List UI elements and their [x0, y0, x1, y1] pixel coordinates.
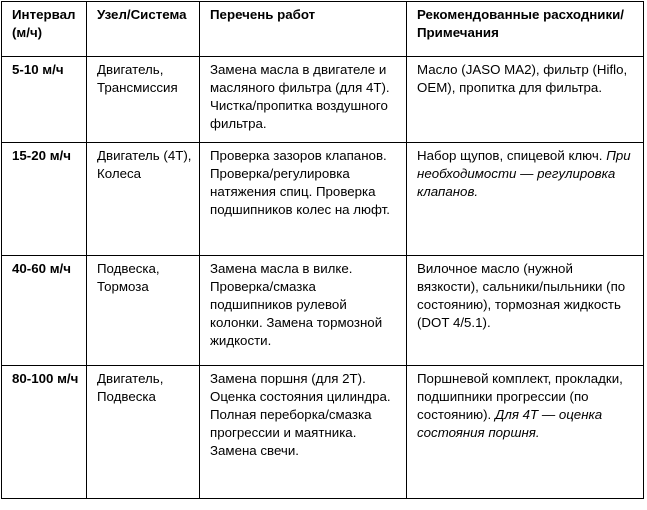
header-system: Узел/Система — [87, 2, 200, 57]
consumables-text: Набор щупов, спицевой ключ. — [417, 148, 603, 163]
consumables-note: При необходимости — регулировка клапанов. — [417, 148, 631, 199]
cell-consumables — [407, 256, 644, 366]
consumables-text: Вилочное масло (нужной вязкости), сальники/пыльники (по состоянию), тормозная жидкость (DOT 4/5.1). — [417, 261, 626, 330]
maintenance-schedule-table — [1, 1, 644, 499]
cell-works: Замена масла в двигателе и масляного фильтра (для 4Т). Чистка/пропитка воздушного фильтра. — [200, 57, 407, 143]
cell-system: Подвеска, Тормоза — [87, 256, 200, 366]
cell-interval: 5-10 м/ч — [2, 57, 87, 143]
cell-interval: 40-60 м/ч — [2, 256, 87, 366]
consumables-text: Поршневой комплект, прокладки, подшипники прогрессии (по состоянию). — [417, 371, 623, 422]
cell-system: Двигатель, Трансмиссия — [87, 57, 200, 143]
table-row — [2, 366, 644, 499]
cell-works: Замена поршня (для 2Т). Оценка состояния цилиндра. Полная переборка/смазка прогрессии и маятника. Замена свечи. — [200, 366, 407, 499]
table-row — [2, 143, 644, 256]
header-consumables: Рекомендованные расходники/Примечания — [407, 2, 644, 57]
table-row — [2, 57, 644, 143]
consumables-text: Масло (JASO MA2), фильтр (Hiflo, OEM), пропитка для фильтра. — [417, 62, 628, 95]
table-row — [2, 256, 644, 366]
cell-consumables — [407, 57, 644, 143]
cell-consumables — [407, 143, 644, 256]
cell-works: Проверка зазоров клапанов. Проверка/регулировка натяжения спиц. Проверка подшипников колес на люфт. — [200, 143, 407, 256]
cell-interval: 15-20 м/ч — [2, 143, 87, 256]
cell-consumables — [407, 366, 644, 499]
cell-works: Замена масла в вилке. Проверка/смазка подшипников рулевой колонки. Замена тормозной жидкости. — [200, 256, 407, 366]
header-works: Перечень работ — [200, 2, 407, 57]
cell-system: Двигатель, Подвеска — [87, 366, 200, 499]
consumables-note: Для 4Т — оценка состояния поршня. — [417, 407, 603, 440]
header-row — [2, 2, 644, 57]
cell-system: Двигатель (4Т), Колеса — [87, 143, 200, 256]
cell-interval: 80-100 м/ч — [2, 366, 87, 499]
header-interval: Интервал (м/ч) — [2, 2, 87, 57]
